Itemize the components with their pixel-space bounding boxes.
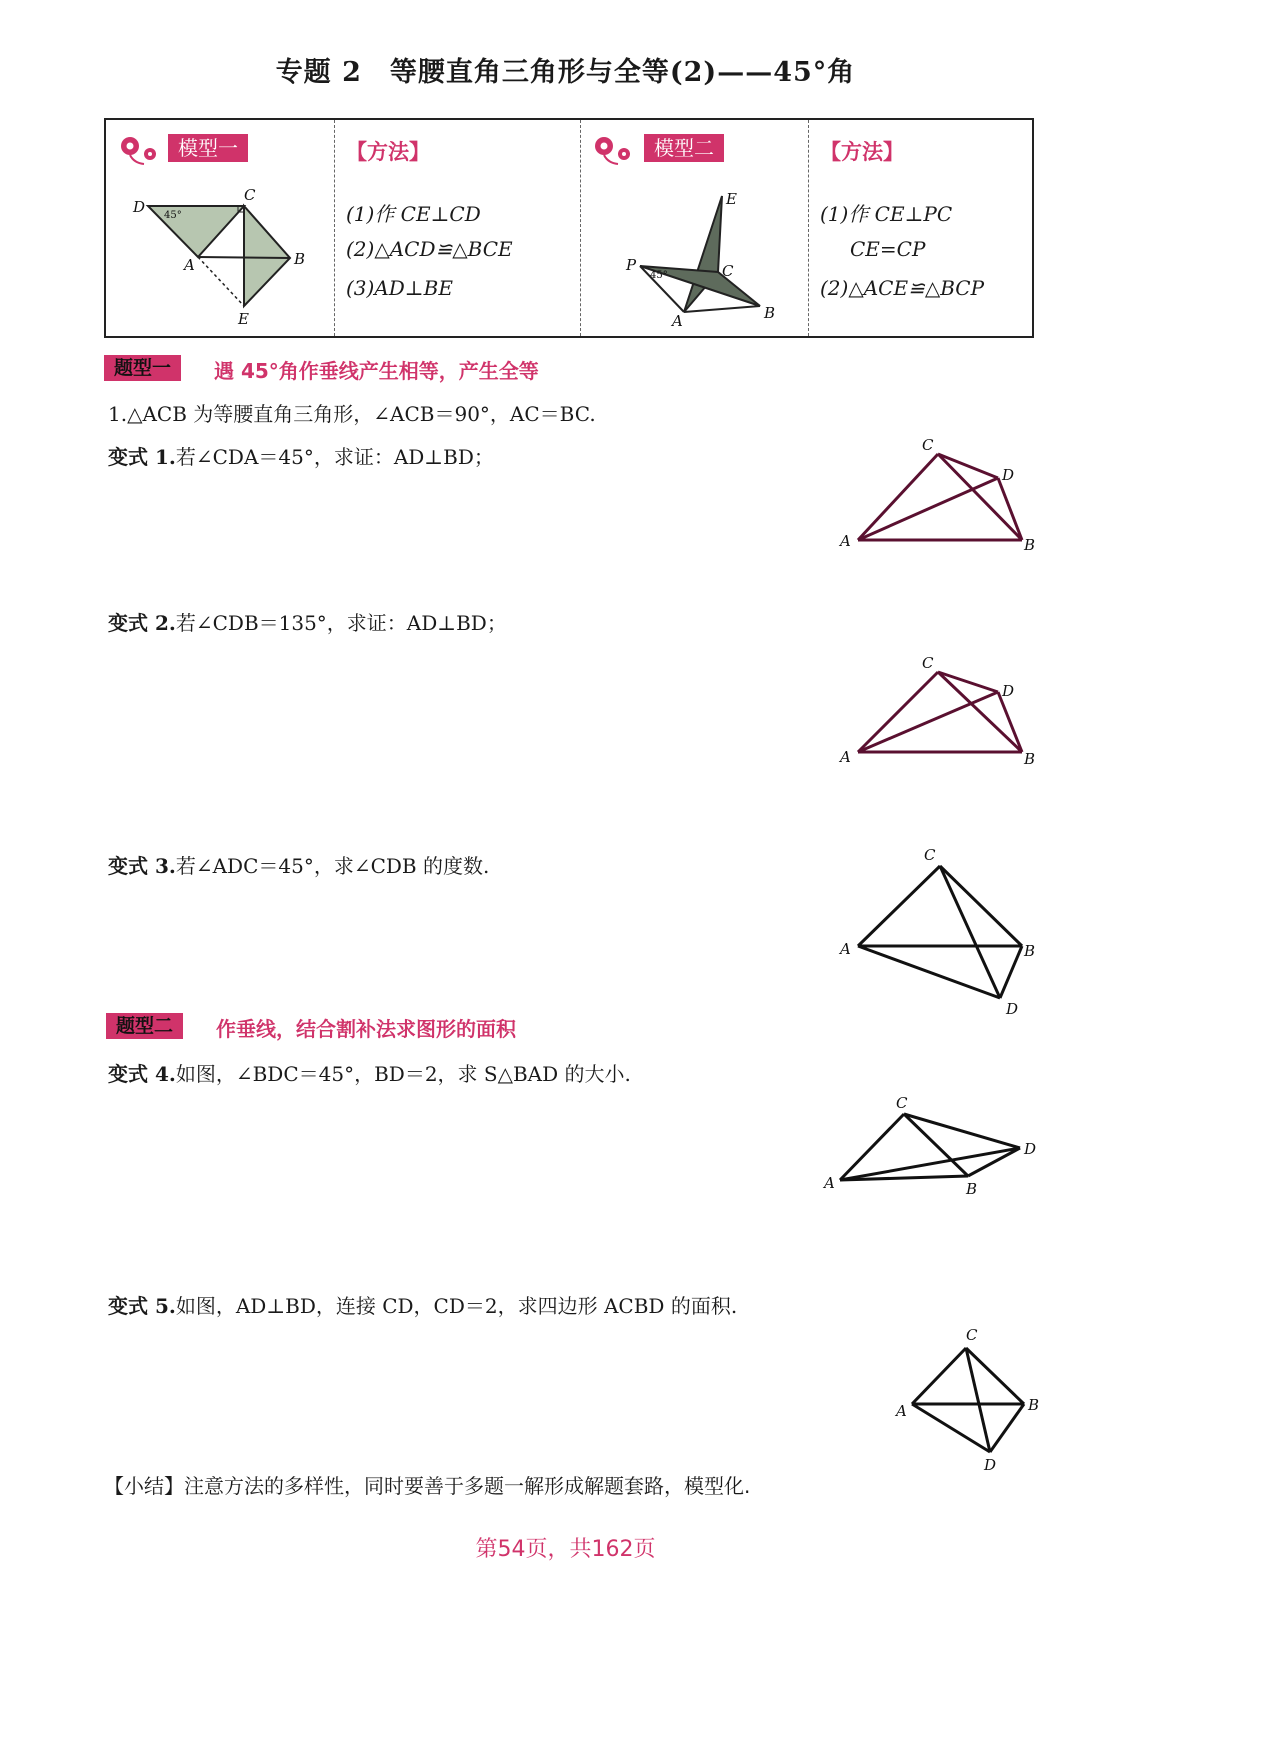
method1-line3: (3)AD⊥BE	[346, 276, 453, 300]
method1-heading: 【方法】	[346, 140, 430, 164]
variant-5	[108, 1290, 737, 1319]
label-E: E	[726, 190, 737, 208]
figure-variant-1	[836, 434, 1046, 559]
type2-tag: 题型二	[106, 1013, 183, 1039]
label-B: B	[1024, 750, 1036, 768]
label-B: B	[1028, 1396, 1040, 1414]
flower-icon	[588, 130, 640, 166]
figure-variant-3	[836, 844, 1046, 1019]
variant-1-label: 变式 1.	[108, 445, 176, 469]
variant-2-label: 变式 2.	[108, 611, 176, 635]
label-C: C	[922, 436, 934, 454]
label-A: A	[840, 748, 851, 766]
type1-tag: 题型一	[104, 355, 181, 381]
model1-tag: 模型一	[168, 134, 248, 162]
label-B: B	[966, 1180, 978, 1198]
variant-4	[108, 1058, 631, 1087]
variant-3-label: 变式 3.	[108, 854, 176, 878]
label-E: E	[238, 310, 249, 328]
label-A: A	[840, 532, 851, 550]
method2-line2: CE=CP	[850, 237, 926, 261]
divider	[580, 120, 581, 336]
label-D: D	[1024, 1140, 1037, 1158]
model-box	[104, 118, 1034, 338]
method1-line2: (2)△ACD≌△BCE	[346, 237, 513, 261]
label-B: B	[1024, 536, 1036, 554]
page-footer: 第54页，共162页	[475, 1537, 656, 1562]
summary: 【小结】注意方法的多样性，同时要善于多题一解形成解题套路，模型化.	[104, 1474, 751, 1498]
label-B: B	[294, 250, 306, 268]
label-A: A	[672, 312, 683, 330]
label-D: D	[984, 1456, 997, 1474]
method2-heading: 【方法】	[820, 140, 904, 164]
flower-icon	[114, 130, 166, 166]
variant-1-text: 若∠CDA＝45°，求证：AD⊥BD；	[175, 445, 494, 469]
variant-3-text: 若∠ADC＝45°，求∠CDB 的度数.	[175, 854, 490, 878]
divider	[808, 120, 809, 336]
label-A: A	[896, 1402, 907, 1420]
model2-figure	[620, 182, 800, 332]
variant-2-text: 若∠CDB＝135°，求证：AD⊥BD；	[175, 611, 507, 635]
label-D: D	[133, 198, 146, 216]
variant-5-text: 如图，AD⊥BD，连接 CD，CD＝2，求四边形 ACBD 的面积.	[175, 1294, 738, 1318]
model2-tag: 模型二	[644, 134, 724, 162]
label-C: C	[244, 186, 256, 204]
method1-line1: (1)作 CE⊥CD	[346, 202, 481, 226]
label-C: C	[922, 654, 934, 672]
variant-5-label: 变式 5.	[108, 1294, 176, 1318]
label-P: P	[626, 256, 637, 274]
label-D: D	[1002, 682, 1015, 700]
model1-figure	[128, 182, 318, 332]
variant-4-label: 变式 4.	[108, 1062, 176, 1086]
question-1: 1.△ACB 为等腰直角三角形，∠ACB＝90°，AC＝BC.	[108, 402, 596, 426]
divider	[334, 120, 335, 336]
variant-3	[108, 850, 489, 879]
label-B: B	[764, 304, 776, 322]
variant-2	[108, 607, 507, 636]
type2-title: 作垂线，结合割补法求图形的面积	[216, 1017, 516, 1041]
label-C: C	[966, 1326, 978, 1344]
label-A: A	[840, 940, 851, 958]
type1-title: 遇 45°角作垂线产生相等，产生全等	[214, 359, 539, 383]
variant-4-text: 如图，∠BDC＝45°，BD＝2，求 S△BAD 的大小.	[175, 1062, 631, 1086]
label-C: C	[722, 262, 734, 280]
page-title: 专题 2 等腰直角三角形与全等(2)——45°角	[275, 57, 856, 88]
figure-variant-2	[836, 652, 1046, 772]
label-C: C	[896, 1094, 908, 1112]
label-A: A	[184, 256, 195, 274]
label-angle: 45°	[164, 210, 182, 221]
label-A: A	[824, 1174, 835, 1192]
label-B: B	[1024, 942, 1036, 960]
label-C: C	[924, 846, 936, 864]
figure-variant-4	[820, 1092, 1045, 1202]
method2-line3: (2)△ACE≌△BCP	[820, 276, 985, 300]
variant-1	[108, 441, 494, 470]
label-D: D	[1006, 1000, 1019, 1018]
label-angle: 45°	[650, 270, 668, 281]
method2-line1: (1)作 CE⊥PC	[820, 202, 953, 226]
label-D: D	[1002, 466, 1015, 484]
figure-variant-5	[894, 1326, 1044, 1476]
